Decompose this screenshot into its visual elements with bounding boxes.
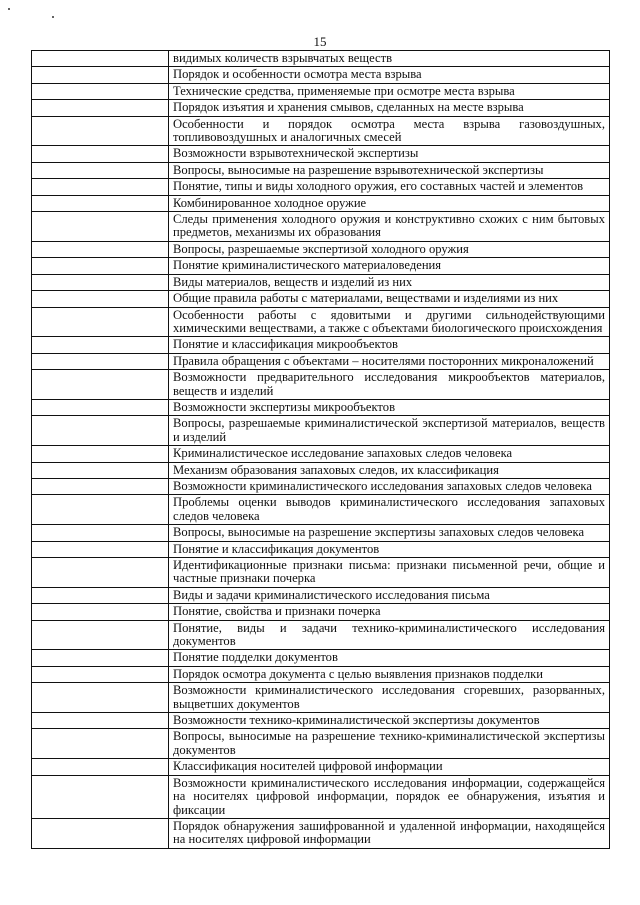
table-row [32, 146, 610, 162]
table-row [32, 558, 610, 588]
row-topic-text: Возможности предварительного исследования микрообъектов материалов, веществ и изделий [169, 370, 610, 400]
row-topic-text: Криминалистическое исследование запаховых следов человека [169, 446, 610, 462]
row-left-cell [32, 241, 169, 257]
row-left-cell [32, 195, 169, 211]
row-topic-text: Виды и задачи криминалистического исследования письма [169, 587, 610, 603]
table-row [32, 337, 610, 353]
row-topic-text: Классификация носителей цифровой информации [169, 759, 610, 775]
table-row [32, 416, 610, 446]
table-row [32, 162, 610, 178]
page-number: 15 [313, 34, 327, 49]
topics-table-body [32, 51, 610, 849]
table-row [32, 775, 610, 818]
row-left-cell [32, 495, 169, 525]
row-left-cell [32, 713, 169, 729]
row-left-cell [32, 541, 169, 557]
row-left-cell [32, 462, 169, 478]
row-topic-text: Возможности технико-криминалистической экспертизы документов [169, 713, 610, 729]
row-left-cell [32, 446, 169, 462]
table-row [32, 179, 610, 195]
row-topic-text: Вопросы, выносимые на разрешение экспертизы запаховых следов человека [169, 525, 610, 541]
row-left-cell [32, 478, 169, 494]
row-topic-text: Вопросы, разрешаемые экспертизой холодного оружия [169, 241, 610, 257]
row-left-cell [32, 620, 169, 650]
row-left-cell [32, 51, 169, 67]
row-left-cell [32, 307, 169, 337]
row-topic-text: Возможности криминалистического исследования информации, содержащейся на носителях цифровой информации, порядок ее обнаружения, изъятия и фиксации [169, 775, 610, 818]
row-left-cell [32, 258, 169, 274]
row-topic-text: Правила обращения с объектами – носителями посторонних микроналожений [169, 353, 610, 369]
row-left-cell [32, 587, 169, 603]
table-row [32, 666, 610, 682]
row-topic-text: Понятие и классификация микрообъектов [169, 337, 610, 353]
table-row [32, 51, 610, 67]
row-topic-text: Понятие, виды и задачи технико-криминалистического исследования документов [169, 620, 610, 650]
row-topic-text: Порядок обнаружения зашифрованной и удаленной информации, находящейся на носителях цифровой информации [169, 818, 610, 848]
topics-table [31, 50, 610, 849]
row-topic-text: Комбинированное холодное оружие [169, 195, 610, 211]
row-left-cell [32, 291, 169, 307]
row-left-cell [32, 116, 169, 146]
table-row [32, 587, 610, 603]
table-row [32, 620, 610, 650]
row-topic-text: Возможности криминалистического исследования сгоревших, разорванных, выцветших документов [169, 683, 610, 713]
row-topic-text: Порядок и особенности осмотра места взрыва [169, 67, 610, 83]
row-left-cell [32, 775, 169, 818]
row-left-cell [32, 337, 169, 353]
row-left-cell [32, 525, 169, 541]
row-left-cell [32, 370, 169, 400]
row-topic-text: Понятие криминалистического материаловедения [169, 258, 610, 274]
row-left-cell [32, 274, 169, 290]
row-left-cell [32, 416, 169, 446]
row-left-cell [32, 650, 169, 666]
row-topic-text: Понятие, свойства и признаки почерка [169, 604, 610, 620]
row-topic-text: Порядок изъятия и хранения смывов, сделанных на месте взрыва [169, 100, 610, 116]
row-topic-text: Следы применения холодного оружия и конструктивно схожих с ним бытовых предметов, механизмы их образования [169, 212, 610, 242]
row-left-cell [32, 558, 169, 588]
table-row [32, 683, 610, 713]
table-row [32, 116, 610, 146]
row-topic-text: Понятие, типы и виды холодного оружия, его составных частей и элементов [169, 179, 610, 195]
table-row [32, 291, 610, 307]
table-row [32, 478, 610, 494]
row-topic-text: Возможности взрывотехнической экспертизы [169, 146, 610, 162]
row-topic-text: Проблемы оценки выводов криминалистического исследования запаховых следов человека [169, 495, 610, 525]
table-row [32, 495, 610, 525]
table-row [32, 713, 610, 729]
row-left-cell [32, 604, 169, 620]
row-topic-text: Понятие подделки документов [169, 650, 610, 666]
row-topic-text: Понятие и классификация документов [169, 541, 610, 557]
row-left-cell [32, 399, 169, 415]
row-topic-text: Виды материалов, веществ и изделий из них [169, 274, 610, 290]
table-row [32, 83, 610, 99]
row-left-cell [32, 162, 169, 178]
row-left-cell [32, 353, 169, 369]
scan-speck [8, 8, 10, 10]
table-row [32, 241, 610, 257]
row-left-cell [32, 146, 169, 162]
row-left-cell [32, 818, 169, 848]
table-row [32, 100, 610, 116]
row-left-cell [32, 759, 169, 775]
row-topic-text: Механизм образования запаховых следов, их классификация [169, 462, 610, 478]
row-left-cell [32, 683, 169, 713]
row-topic-text: Идентификационные признаки письма: признаки письменной речи, общие и частные признаки почерка [169, 558, 610, 588]
row-topic-text: видимых количеств взрывчатых веществ [169, 51, 610, 67]
table-row [32, 729, 610, 759]
row-topic-text: Особенности работы с ядовитыми и другими сильнодействующими химическими веществами, а также с объектами биологического происхождения [169, 307, 610, 337]
row-topic-text: Технические средства, применяемые при осмотре места взрыва [169, 83, 610, 99]
row-left-cell [32, 212, 169, 242]
table-row [32, 274, 610, 290]
table-row [32, 212, 610, 242]
table-row [32, 541, 610, 557]
table-row [32, 604, 610, 620]
row-left-cell [32, 100, 169, 116]
table-row [32, 462, 610, 478]
row-topic-text: Возможности криминалистического исследования запаховых следов человека [169, 478, 610, 494]
table-row [32, 195, 610, 211]
row-left-cell [32, 83, 169, 99]
row-left-cell [32, 666, 169, 682]
table-row [32, 67, 610, 83]
row-topic-text: Порядок осмотра документа с целью выявления признаков подделки [169, 666, 610, 682]
table-row [32, 399, 610, 415]
row-left-cell [32, 67, 169, 83]
row-topic-text: Вопросы, разрешаемые криминалистической экспертизой материалов, веществ и изделий [169, 416, 610, 446]
row-topic-text: Вопросы, выносимые на разрешение технико-криминалистической экспертизы документов [169, 729, 610, 759]
scan-speck [52, 16, 54, 18]
row-left-cell [32, 729, 169, 759]
row-topic-text: Вопросы, выносимые на разрешение взрывотехнической экспертизы [169, 162, 610, 178]
table-row [32, 353, 610, 369]
table-row [32, 650, 610, 666]
table-row [32, 759, 610, 775]
table-row [32, 525, 610, 541]
row-topic-text: Особенности и порядок осмотра места взрыва газовоздушных, топливовоздушных и аналогичных смесей [169, 116, 610, 146]
table-row [32, 818, 610, 848]
row-topic-text: Возможности экспертизы микрообъектов [169, 399, 610, 415]
row-topic-text: Общие правила работы с материалами, веществами и изделиями из них [169, 291, 610, 307]
table-row [32, 370, 610, 400]
table-row [32, 258, 610, 274]
row-left-cell [32, 179, 169, 195]
table-row [32, 307, 610, 337]
table-row [32, 446, 610, 462]
